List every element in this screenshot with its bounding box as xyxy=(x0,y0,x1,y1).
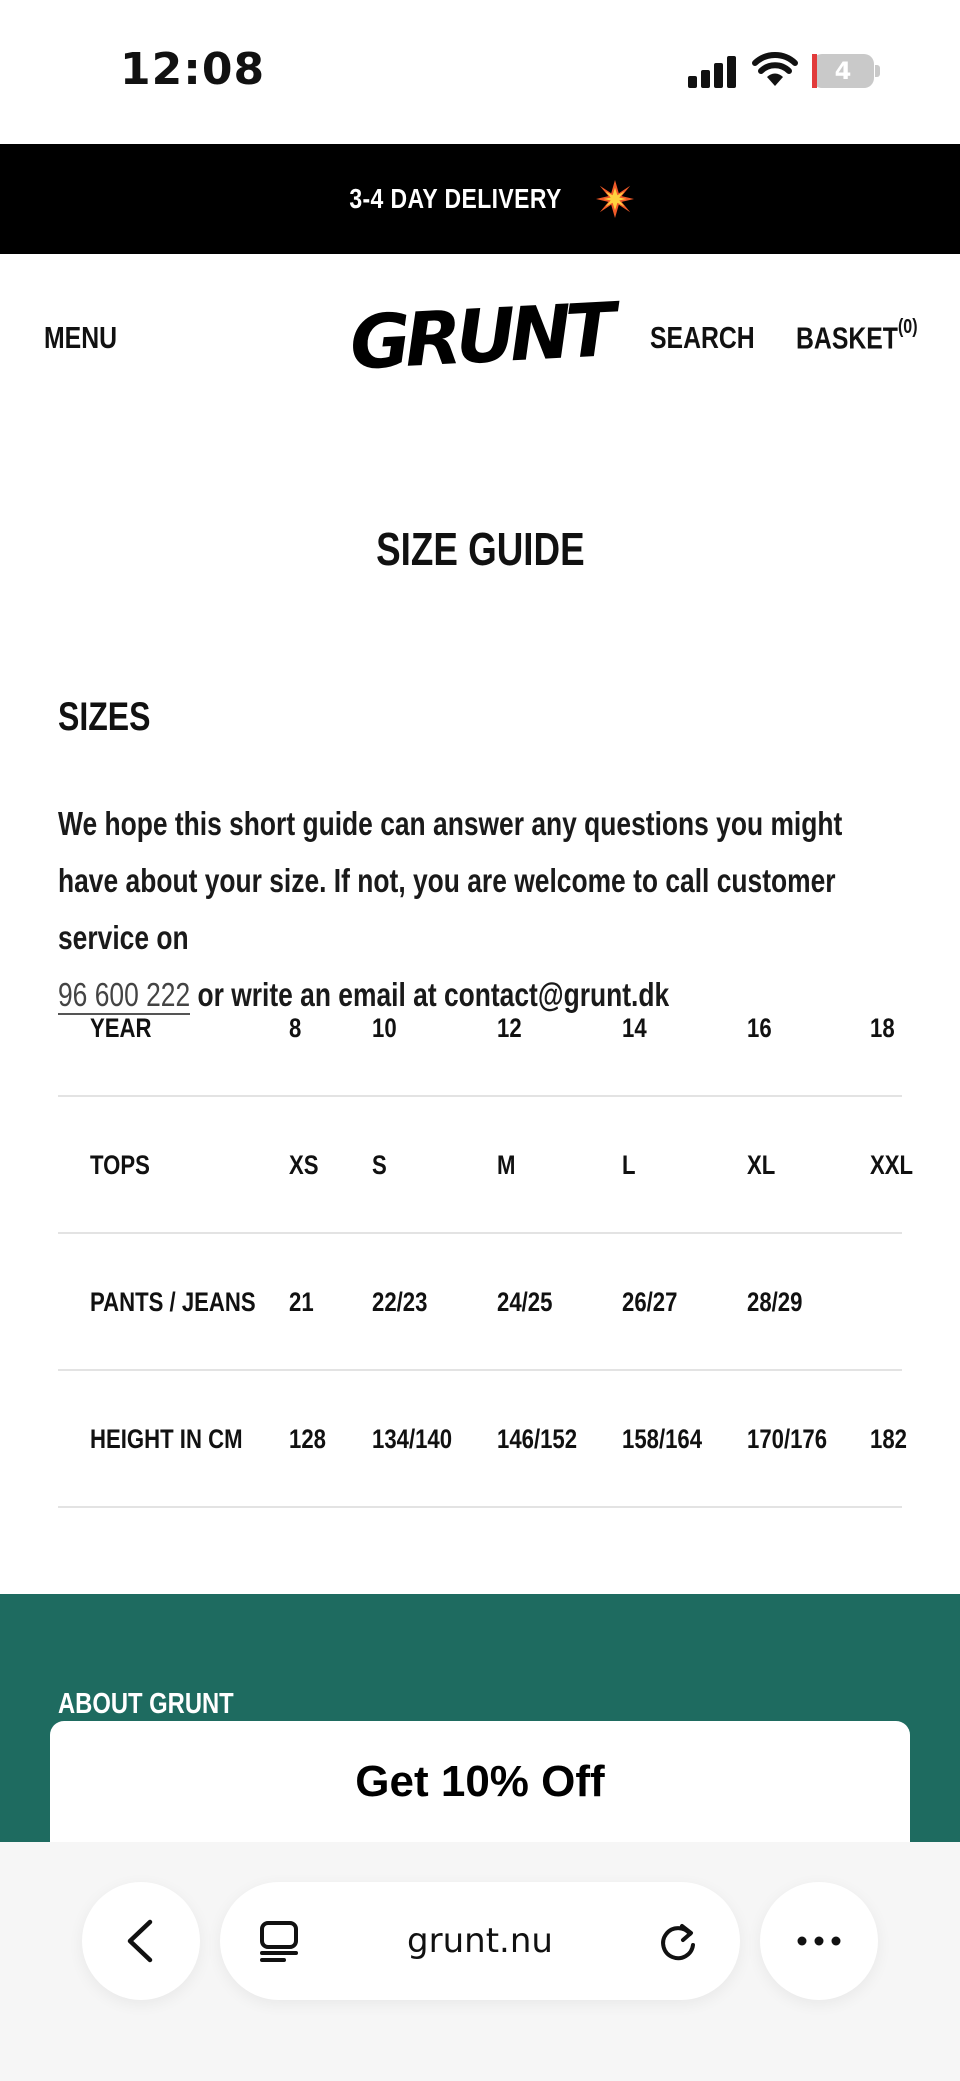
table-cell: 21 xyxy=(289,1287,314,1317)
address-bar[interactable] xyxy=(220,1882,740,2000)
phone-link[interactable]: 96 600 222 xyxy=(58,976,191,1013)
table-row xyxy=(58,960,902,1097)
promo-bar[interactable] xyxy=(0,144,960,254)
section-title-sizes: SIZES xyxy=(58,695,151,739)
row-label: TOPS xyxy=(90,1150,150,1180)
search-button[interactable]: SEARCH xyxy=(650,320,755,355)
basket-count: (0) xyxy=(897,316,918,338)
table-cell: 26/27 xyxy=(622,1287,678,1317)
table-cell: 18 xyxy=(870,1013,895,1043)
table-cell: S xyxy=(372,1150,387,1180)
popup-title: Get 10% Off xyxy=(355,1757,605,1806)
row-label: HEIGHT IN CM xyxy=(90,1424,243,1454)
table-cell: 8 xyxy=(289,1013,302,1043)
page-title: SIZE GUIDE xyxy=(375,523,585,575)
promo-text: 3-4 DAY DELIVERY xyxy=(349,183,563,214)
table-cell: 16 xyxy=(747,1013,772,1043)
reload-icon[interactable] xyxy=(656,1920,700,1964)
grunt-logo[interactable] xyxy=(347,284,613,387)
wifi-icon xyxy=(752,52,798,88)
table-cell: 28/29 xyxy=(747,1287,803,1317)
intro-email-text: or write an email at contact@grunt.dk xyxy=(197,976,670,1013)
table-row xyxy=(58,1234,902,1371)
discount-popup[interactable] xyxy=(50,1721,910,1851)
table-cell: 134/140 xyxy=(372,1424,453,1454)
burst-icon xyxy=(596,180,634,218)
table-cell: 158/164 xyxy=(622,1424,703,1454)
table-cell: XS xyxy=(289,1150,319,1180)
table-cell: 12 xyxy=(497,1013,522,1043)
row-label: YEAR xyxy=(90,1013,152,1043)
back-button[interactable] xyxy=(82,1882,200,2000)
basket-label: BASKET xyxy=(796,320,898,356)
table-row xyxy=(58,1097,914,1234)
table-cell: L xyxy=(622,1150,636,1180)
svg-text:GRUNT: GRUNT xyxy=(347,287,613,387)
table-cell: 146/152 xyxy=(497,1424,578,1454)
table-cell: 170/176 xyxy=(747,1424,828,1454)
table-cell: XL xyxy=(747,1150,776,1180)
table-cell: M xyxy=(497,1150,516,1180)
table-cell: 24/25 xyxy=(497,1287,553,1317)
status-time: 12:08 xyxy=(120,44,266,95)
signal-icon xyxy=(688,56,738,88)
table-cell: 14 xyxy=(622,1013,647,1043)
url-text: grunt.nu xyxy=(407,1921,553,1961)
browser-toolbar xyxy=(0,1842,960,2081)
table-row xyxy=(58,1371,907,1508)
table-cell: XXL xyxy=(870,1150,914,1180)
footer-heading-about[interactable]: ABOUT GRUNT xyxy=(58,1688,234,1720)
table-cell: 22/23 xyxy=(372,1287,428,1317)
chevron-left-icon xyxy=(120,1918,162,1964)
row-label: PANTS / JEANS xyxy=(90,1287,256,1317)
table-cell: 128 xyxy=(289,1424,326,1454)
intro-text: We hope this short guide can answer any questions you might have about your size. If not, you are welcome to call customer service on xyxy=(58,805,843,956)
battery-icon xyxy=(812,54,880,88)
site-header xyxy=(0,254,960,418)
more-button[interactable] xyxy=(760,1882,878,2000)
basket-button[interactable] xyxy=(796,316,918,356)
table-cell: 10 xyxy=(372,1013,397,1043)
size-table xyxy=(58,960,914,1508)
battery-level: 4 xyxy=(834,57,852,85)
table-cell: 182 xyxy=(870,1424,907,1454)
more-icon xyxy=(794,1932,844,1950)
status-bar xyxy=(0,0,960,144)
menu-button[interactable]: MENU xyxy=(44,320,118,355)
